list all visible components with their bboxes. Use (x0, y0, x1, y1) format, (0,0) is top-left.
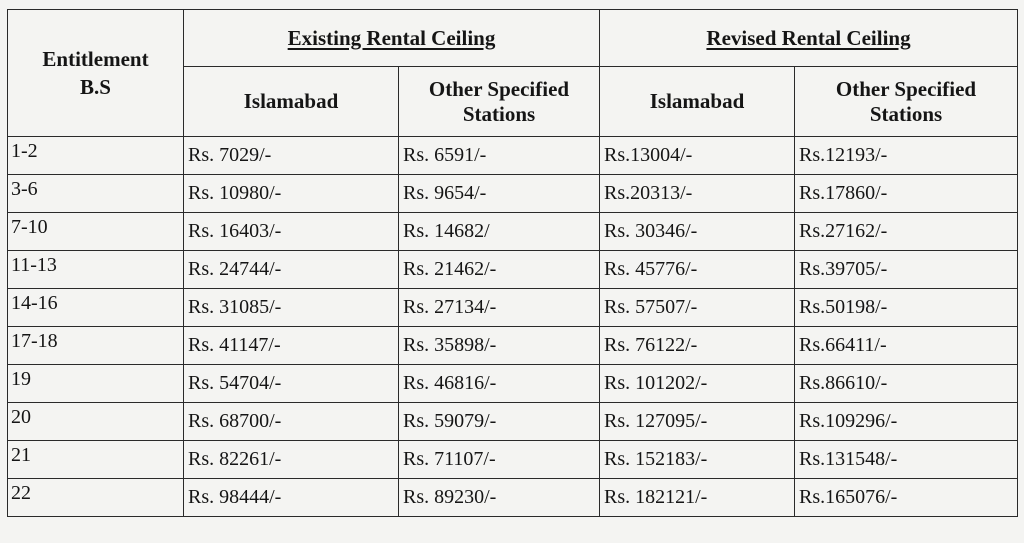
bs-cell: 11-13 (8, 251, 184, 289)
existing-other-label-line1: Other Specified (428, 76, 570, 101)
existing-ceiling-label: Existing Rental Ceiling (287, 25, 496, 50)
existing-islamabad-cell: Rs. 82261/- (184, 441, 399, 479)
existing-other-cell: Rs. 21462/- (399, 251, 600, 289)
revised-islamabad-cell: Rs. 57507/- (600, 289, 795, 327)
existing-ceiling-header (184, 10, 600, 67)
existing-islamabad-cell: Rs. 24744/- (184, 251, 399, 289)
existing-other-cell: Rs. 89230/- (399, 479, 600, 517)
revised-other-cell: Rs.39705/- (795, 251, 1018, 289)
entitlement-header (8, 10, 184, 137)
existing-islamabad-cell: Rs. 98444/- (184, 479, 399, 517)
existing-other-header (399, 67, 600, 137)
table-row (8, 137, 1018, 175)
revised-other-cell: Rs.50198/- (795, 289, 1018, 327)
table-row (8, 479, 1018, 517)
existing-other-cell: Rs. 6591/- (399, 137, 600, 175)
bs-cell: 3-6 (8, 175, 184, 213)
existing-other-cell: Rs. 9654/- (399, 175, 600, 213)
existing-other-cell: Rs. 27134/- (399, 289, 600, 327)
revised-islamabad-cell: Rs.20313/- (600, 175, 795, 213)
table-body (8, 137, 1018, 517)
revised-other-header (795, 67, 1018, 137)
existing-other-cell: Rs. 14682/ (399, 213, 600, 251)
existing-other-label-line2: Stations (462, 101, 536, 126)
revised-islamabad-cell: Rs.13004/- (600, 137, 795, 175)
revised-islamabad-cell: Rs. 152183/- (600, 441, 795, 479)
bs-cell: 14-16 (8, 289, 184, 327)
revised-other-cell: Rs.27162/- (795, 213, 1018, 251)
table-row (8, 441, 1018, 479)
existing-islamabad-label: Islamabad (243, 89, 339, 113)
existing-islamabad-cell: Rs. 68700/- (184, 403, 399, 441)
table-row (8, 365, 1018, 403)
existing-islamabad-cell: Rs. 10980/- (184, 175, 399, 213)
revised-other-cell: Rs.17860/- (795, 175, 1018, 213)
revised-other-cell: Rs.86610/- (795, 365, 1018, 403)
table-row (8, 289, 1018, 327)
revised-islamabad-label: Islamabad (649, 89, 745, 113)
revised-other-cell: Rs.109296/- (795, 403, 1018, 441)
bs-cell: 22 (8, 479, 184, 517)
revised-islamabad-cell: Rs. 127095/- (600, 403, 795, 441)
table-row (8, 175, 1018, 213)
bs-cell: 20 (8, 403, 184, 441)
revised-islamabad-cell: Rs. 182121/- (600, 479, 795, 517)
revised-islamabad-cell: Rs. 101202/- (600, 365, 795, 403)
existing-other-cell: Rs. 59079/- (399, 403, 600, 441)
existing-islamabad-cell: Rs. 41147/- (184, 327, 399, 365)
revised-islamabad-cell: Rs. 76122/- (600, 327, 795, 365)
revised-other-cell: Rs.12193/- (795, 137, 1018, 175)
revised-other-cell: Rs.131548/- (795, 441, 1018, 479)
bs-cell: 19 (8, 365, 184, 403)
existing-islamabad-cell: Rs. 54704/- (184, 365, 399, 403)
bs-cell: 7-10 (8, 213, 184, 251)
bs-cell: 21 (8, 441, 184, 479)
revised-other-label-line2: Stations (869, 101, 943, 126)
revised-islamabad-header (600, 67, 795, 137)
rental-ceiling-table (7, 9, 1018, 517)
table-row (8, 403, 1018, 441)
revised-other-cell: Rs.165076/- (795, 479, 1018, 517)
header-row-groups (8, 10, 1018, 67)
table-row (8, 251, 1018, 289)
table-row (8, 213, 1018, 251)
bs-cell: 17-18 (8, 327, 184, 365)
revised-ceiling-label: Revised Rental Ceiling (706, 25, 911, 50)
revised-other-label-line1: Other Specified (835, 76, 977, 101)
existing-islamabad-cell: Rs. 31085/- (184, 289, 399, 327)
table-row (8, 327, 1018, 365)
revised-islamabad-cell: Rs. 45776/- (600, 251, 795, 289)
bs-cell: 1-2 (8, 137, 184, 175)
existing-other-cell: Rs. 71107/- (399, 441, 600, 479)
existing-islamabad-header (184, 67, 399, 137)
existing-other-cell: Rs. 46816/- (399, 365, 600, 403)
existing-other-cell: Rs. 35898/- (399, 327, 600, 365)
bs-label: B.S (80, 75, 111, 99)
revised-islamabad-cell: Rs. 30346/- (600, 213, 795, 251)
existing-islamabad-cell: Rs. 16403/- (184, 213, 399, 251)
entitlement-label: Entitlement (42, 47, 149, 71)
revised-ceiling-header (600, 10, 1018, 67)
revised-other-cell: Rs.66411/- (795, 327, 1018, 365)
existing-islamabad-cell: Rs. 7029/- (184, 137, 399, 175)
